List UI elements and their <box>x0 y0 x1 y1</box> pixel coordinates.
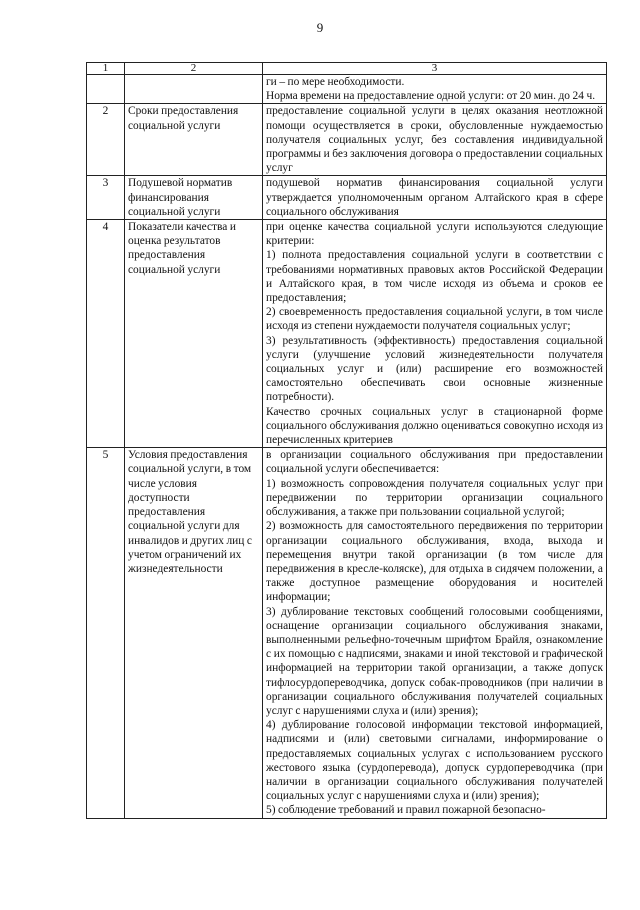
row-content <box>263 220 607 448</box>
row-number: 4 <box>87 220 125 448</box>
content-paragraph: 4) дублирование голосовой информации текстовой информацией, надписями и (или) световыми сигналами, информирование о предоставляемых социальных услугах с использованием русского жестового языка (сурдоперевода), допуск сурдопереводчика (при наличии в организации социального обслуживания получателей социальных услуг с нарушениями слуха и (или) зрения); <box>266 719 603 803</box>
row-content <box>263 176 607 220</box>
row-content <box>263 448 607 818</box>
page-number: 9 <box>316 20 324 35</box>
column-header: 3 <box>263 63 607 75</box>
table-row <box>87 220 607 448</box>
table-row <box>87 104 607 176</box>
column-header: 2 <box>125 63 263 75</box>
row-content <box>263 104 607 176</box>
content-paragraph: Норма времени на предоставление одной услуги: от 20 мин. до 24 ч. <box>266 90 596 103</box>
table-header-row <box>87 63 607 75</box>
row-number: 2 <box>87 104 125 176</box>
content-paragraph: 2) возможность для самостоятельного передвижения по территории организации социального обслуживания, входа, выхода и перемещения внутри такой организации (в том числе для передвижения в кресле-коляске), для отдыха в сидячем положении, а также доступное размещение оборудования и носителей информации; <box>266 520 603 604</box>
content-paragraph: 1) возможность сопровождения получателя социальных услуг при передвижении по территории организации социального обслуживания, а также при пользовании социальной услугой; <box>266 477 603 519</box>
content-paragraph: 3) результативность (эффективность) предоставления социальной услуги (улучшение условий жизнедеятельности получателя социальных услуг и (или) расширение его возможностей самостоятельно обеспечивать свои основные жизненные потребности). <box>266 334 603 404</box>
content-paragraph: ги – по мере необходимости. <box>266 76 405 88</box>
content-paragraph: 2) своевременность предоставления социальной услуги, в том числе исходя из степени нуждаемости получателя социальных услуг; <box>266 306 603 333</box>
content-paragraph: Качество срочных социальных услуг в стационарной форме социального обслуживания должно оцениваться совокупно исходя из перечисленных критериев <box>266 405 603 447</box>
row-number: 3 <box>87 176 125 220</box>
content-paragraph: 1) полнота предоставления социальной услуги в соответствии с требованиями нормативных правовых актов Российской Федерации и Алтайского края, в том числе исходя из объема и сроков ее предоставления; <box>266 249 603 305</box>
table-row <box>87 75 607 104</box>
table-row <box>87 448 607 818</box>
content-paragraph: 5) соблюдение требований и правил пожарной безопасно- <box>266 804 546 817</box>
row-title: Подушевой норматив финансирования социальной услуги <box>125 176 263 220</box>
content-paragraph: в организации социального обслуживания при предоставлении социальной услуги обеспечивается: <box>266 449 603 476</box>
content-paragraph: подушевой норматив финансирования социальной услуги утверждается уполномоченным органом Алтайского края в сфере социального обслуживания <box>266 177 603 218</box>
row-number <box>87 75 125 104</box>
row-title: Сроки предоставления социальной услуги <box>125 104 263 176</box>
table-row <box>87 176 607 220</box>
column-header: 1 <box>87 63 125 75</box>
row-title: Условия предоставления социальной услуги, в том числе условия доступности предоставления социальной услуги для инвалидов и других лиц с учетом ограничений их жизнедеятельности <box>125 448 263 818</box>
content-paragraph: 3) дублирование текстовых сообщений голосовыми сообщениями, оснащение организации социального обслуживания знаками, выполненными рельефно-точечным шрифтом Брайля, ознакомление с их помощью с надписями, знаками и иной текстовой и графической информацией на территории такой организации, а также допуск тифлосурдопереводчика, допуск собак-проводников (при наличии в организации социального обслуживания получателей социальных услуг с нарушениями слуха и (или) зрения); <box>266 605 603 717</box>
row-title <box>125 75 263 104</box>
row-number: 5 <box>87 448 125 818</box>
row-title: Показатели качества и оценка результатов предоставления социальной услуги <box>125 220 263 448</box>
content-paragraph: предоставление социальной услуги в целях оказания неотложной помощи осуществляется в сроки, обусловленные нуждаемостью получателя социальных услуг, без составления индивидуальной программы и без заключения договора о предоставлении социальных услуг <box>266 105 603 175</box>
content-paragraph: при оценке качества социальной услуги используются следующие критерии: <box>266 221 603 248</box>
services-table <box>86 62 607 819</box>
row-content <box>263 75 607 104</box>
